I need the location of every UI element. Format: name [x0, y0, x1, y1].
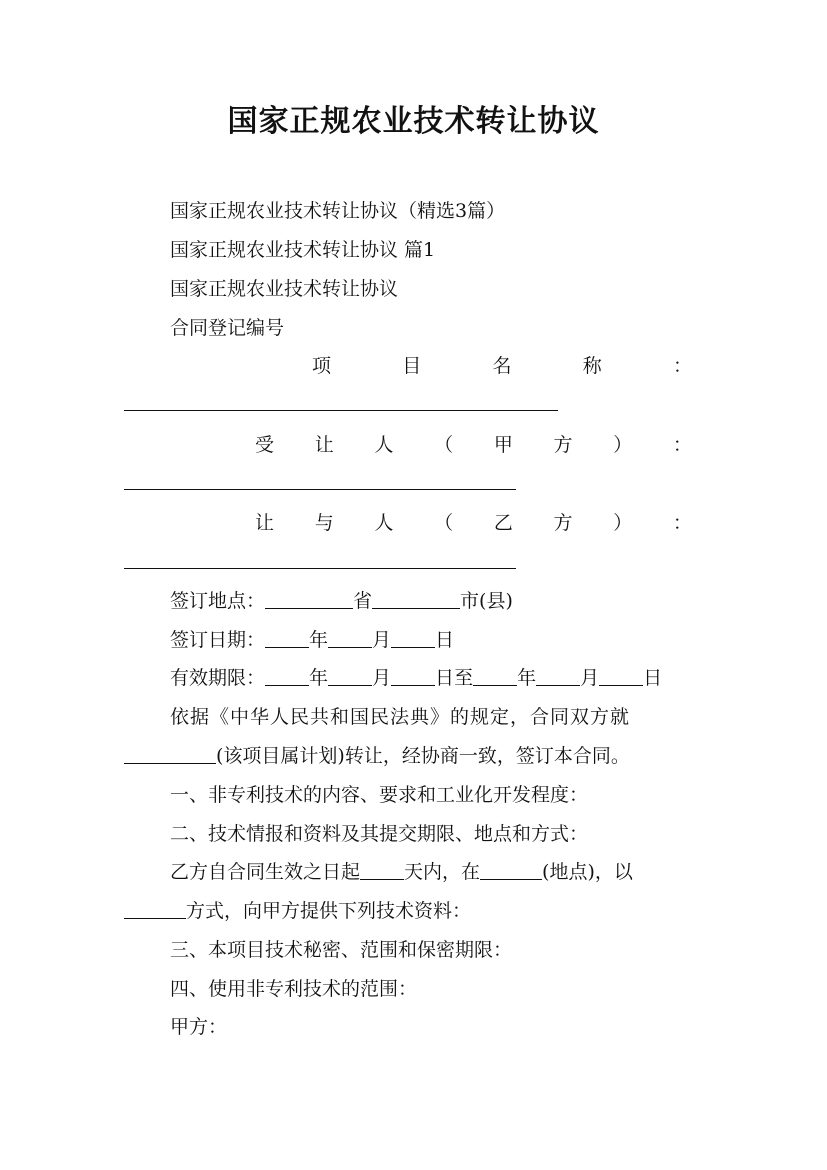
document-title: 国家正规农业技术转让协议 — [227, 104, 600, 139]
validity-line: 有效期限： 年 月 日至 年 月 日 — [170, 667, 663, 689]
project-name-label: 项 目 名 称 ： — [312, 355, 692, 377]
basis-line-2: (该项目属计划)转让，经协商一致，签订本合同。 — [124, 742, 630, 770]
subtitle: 国家正规农业技术转让协议（精选3篇） — [170, 200, 506, 222]
section-3: 三、本项目技术秘密、范围和保密期限： — [170, 939, 513, 961]
contract-heading: 国家正规农业技术转让协议 — [170, 278, 399, 300]
section-2: 二、技术情报和资料及其提交期限、地点和方式： — [170, 823, 589, 845]
city-blank — [372, 589, 460, 609]
section-1: 一、非专利技术的内容、要求和工业化开发程度： — [170, 784, 589, 806]
project-blank — [124, 744, 216, 764]
section-2-body-1: 乙方自合同生效之日起 天内，在 (地点)，以 — [170, 861, 633, 883]
assignee-blank — [124, 489, 516, 490]
section-4: 四、使用非专利技术的范围： — [170, 978, 418, 1000]
project-name-blank — [124, 410, 558, 411]
assignor-label: 让 与 人 （ 乙 方 ） ： — [255, 512, 692, 534]
sign-place-line: 签订地点： 省 市(县) — [170, 590, 513, 612]
part-heading: 国家正规农业技术转让协议 篇1 — [170, 239, 436, 261]
province-blank — [265, 589, 353, 609]
assignor-blank — [124, 568, 516, 569]
party-a-label: 甲方： — [170, 1016, 228, 1038]
sign-date-line: 签订日期： 年 月 日 — [170, 629, 455, 651]
basis-line-1: 依据《中华人民共和国民法典》的规定，合同双方就 — [170, 706, 631, 728]
registration-number-label: 合同登记编号 — [170, 317, 285, 339]
assignee-label: 受 让 人 （ 甲 方 ） ： — [255, 434, 692, 456]
section-2-body-2: 方式，向甲方提供下列技术资料： — [124, 897, 471, 925]
